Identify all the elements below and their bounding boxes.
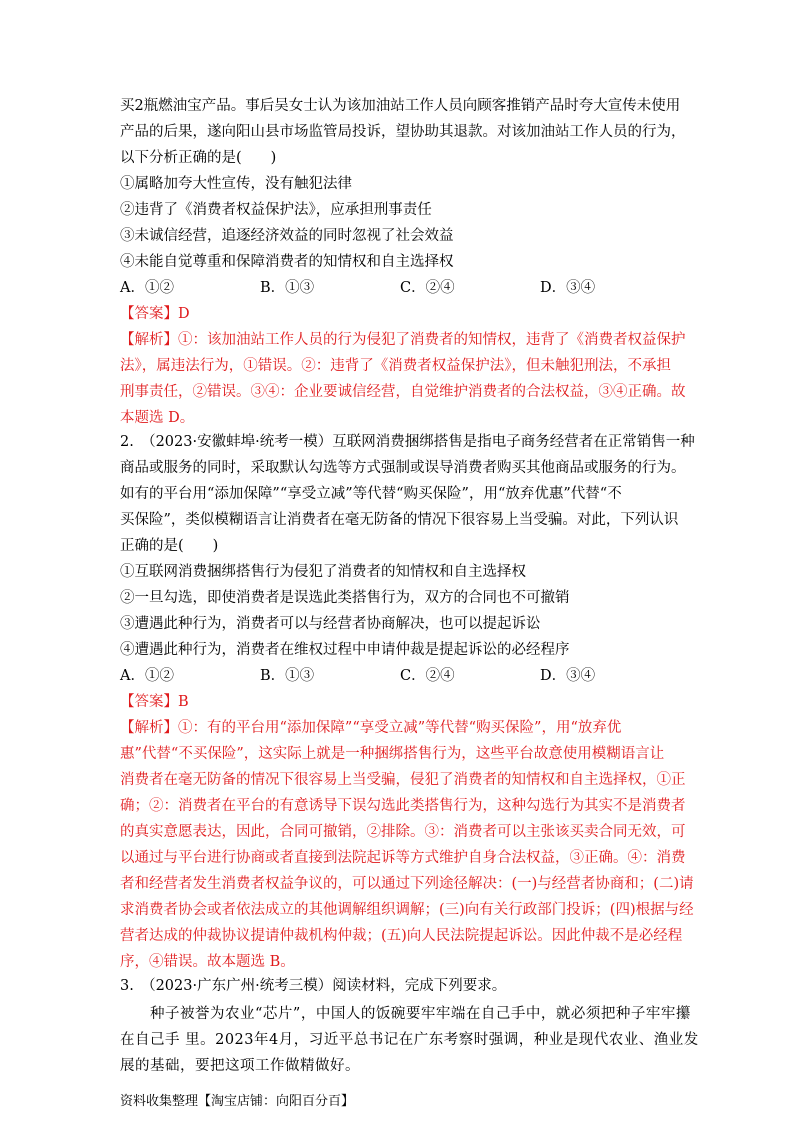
q2-analysis-line-6: 以通过与平台进行协商或者直接到法院起诉等方式维护自身合法权益，③正确。④：消费 [120, 850, 686, 866]
q2-analysis-line-10: 序，④错误。故本题选 B。 [120, 954, 295, 970]
q2-answer [120, 692, 189, 712]
q2-option-c: C．②④ [400, 668, 455, 684]
q1-choice-4: ④未能自觉尊重和保障消费者的知情权和自主选择权 [120, 254, 454, 270]
q2-line-3: 如有的平台用“添加保障”“享受立减”等代替“购买保险”，用“放弃优惠”代替“不 [120, 486, 622, 502]
q2-analysis-line-5: 的真实意愿表达，因此，合同可撤销，②排除。③：消费者可以主张该买卖合同无效，可 [120, 824, 686, 840]
q1-choice-1: ①属略加夸大性宣传，没有触犯法律 [120, 176, 352, 192]
q2-line-2: 商品或服务的同时，采取默认勾选等方式强制或误导消费者购买其他商品或服务的行为。 [120, 460, 686, 476]
q2-analysis-line-7: 者和经营者发生消费者权益争议的，可以通过下列途径解决：(一)与经营者协商和；(二)请 [120, 876, 694, 892]
q1-line-2: 产品的后果，遂向阳山县市场监管局投诉，望协助其退款。对该加油站工作人员的行为， [120, 124, 686, 140]
q2-analysis-line-4: 确；②：消费者在平台的有意诱导下误勾选此类搭售行为，这种勾选行为其实不是消费者 [120, 798, 686, 814]
page-footer: 资料收集整理【淘宝店铺：向阳百分百】 [120, 1094, 355, 1109]
q2-analysis-line-1 [120, 718, 621, 738]
q1-analysis-line-1 [120, 330, 686, 350]
q2-choice-3: ③遭遇此种行为，消费者可以与经营者协商解决，也可以提起诉讼 [120, 616, 541, 632]
q2-analysis-line-9: 营者达成的仲裁协议提请仲裁机构仲裁；(五)向人民法院提起诉讼。因此仲裁不是必经程 [120, 928, 683, 944]
q2-answer-tag: 【答案】 [120, 694, 178, 710]
q2-choice-1: ①互联网消费捆绑搭售行为侵犯了消费者的知情权和自主选择权 [120, 564, 526, 580]
q1-answer [120, 304, 190, 324]
q2-line-4: 买保险”，类似模糊语言让消费者在毫无防备的情况下很容易上当受骗。对此，下列认识 [120, 512, 679, 528]
q2-option-b: B．①③ [260, 668, 315, 684]
q2-option-a: A．①② [120, 668, 174, 684]
q1-analysis-line-4: 本题选 D。 [120, 410, 195, 426]
q3-material-line-1: 种子被誉为农业“芯片”，中国人的饭碗要牢牢端在自己手中，就必须把种子牢牢攥 [120, 1006, 691, 1022]
q1-analysis-tag: 【解析】 [120, 332, 178, 348]
q2-analysis-line-3: 消费者在毫无防备的情况下很容易上当受骗，侵犯了消费者的知情权和自主选择权，①正 [120, 772, 686, 788]
q2-analysis-line-8: 求消费者协会或者依法成立的其他调解组织调解；(三)向有关行政部门投诉；(四)根据与经 [120, 902, 694, 918]
q2-analysis-text-1: ①：有的平台用“添加保障”“享受立减”等代替“购买保险”，用“放弃优 [178, 720, 622, 736]
q1-analysis-line-3: 刑事责任，②错误。③④：企业要诚信经营，自觉维护消费者的合法权益，③④正确。故 [120, 384, 686, 400]
q2-analysis-tag: 【解析】 [120, 720, 178, 736]
q2-line-1: 2. （2023·安徽蚌埠·统考一模）互联网消费捆绑搭售是指电子商务经营者在正常销售一种 [120, 434, 695, 450]
q1-answer-tag: 【答案】 [120, 306, 178, 322]
q2-line-5: 正确的是( ) [120, 538, 219, 554]
q1-option-a: A．①② [120, 280, 174, 296]
q1-option-d: D．③④ [540, 280, 596, 296]
q1-line-1: 买2瓶燃油宝产品。事后吴女士认为该加油站工作人员向顾客推销产品时夸大宣传未使用 [120, 98, 681, 114]
q3-line-1: 3. （2023·广东广州·统考三模）阅读材料，完成下列要求。 [120, 978, 507, 994]
q1-analysis-line-2: 法》，属违法行为，①错误。②：违背了《消费者权益保护法》，但未触犯刑法，不承担 [120, 358, 671, 374]
q3-material-line-2: 在自己手 里。2023年4月，习近平总书记在广东考察时强调，种业是现代农业、渔业发 [120, 1032, 699, 1048]
q1-answer-value: D [178, 306, 190, 322]
q1-option-c: C．②④ [400, 280, 455, 296]
q1-line-3: 以下分析正确的是( ) [120, 150, 277, 166]
q3-material-line-3: 展的基础，要把这项工作做精做好。 [120, 1058, 360, 1074]
q2-option-d: D．③④ [540, 668, 596, 684]
q1-analysis-text-1: ①：该加油站工作人员的行为侵犯了消费者的知情权，违背了《消费者权益保护 [178, 332, 686, 348]
q2-choice-4: ④遭遇此种行为，消费者在维权过程中申请仲裁是提起诉讼的必经程序 [120, 642, 570, 658]
q2-choice-2: ②一旦勾选，即使消费者是误选此类搭售行为，双方的合同也不可撤销 [120, 590, 570, 606]
q1-choice-2: ②违背了《消费者权益保护法》，应承担刑事责任 [120, 202, 432, 218]
q2-answer-value: B [178, 694, 189, 710]
q2-analysis-line-2: 惠”代替“不买保险”，这实际上就是一种捆绑搭售行为，这些平台故意使用模糊语言让 [120, 746, 665, 762]
q1-option-b: B．①③ [260, 280, 315, 296]
q1-choice-3: ③未诚信经营，追逐经济效益的同时忽视了社会效益 [120, 228, 454, 244]
